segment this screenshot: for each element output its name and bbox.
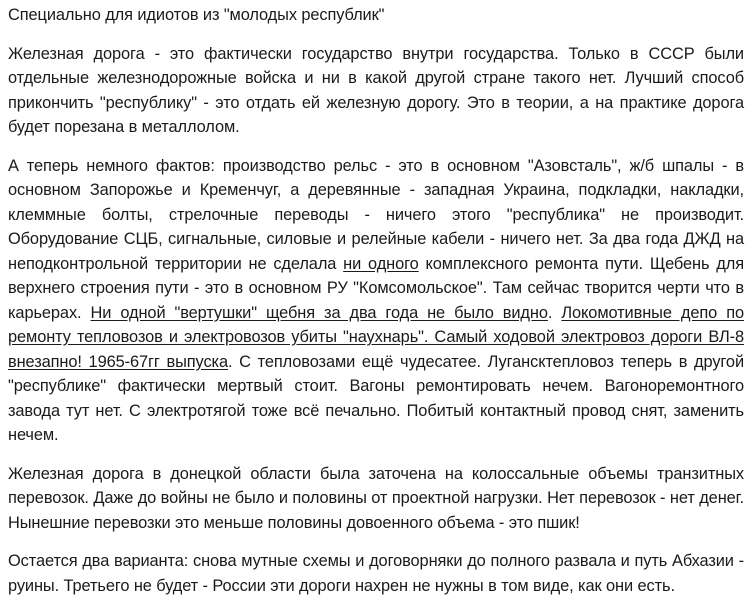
paragraph-2-text-3: .: [547, 303, 562, 322]
underlined-phrase-2: Ни одной "вертушки" щебня за два года не было видно: [90, 303, 548, 322]
paragraph-2: [8, 154, 744, 448]
document-title: Специально для идиотов из "молодых республик": [8, 6, 385, 24]
paragraph-2-text-2: комплексного ремонта пути. Щебень для верхнего строения пути - это в основном РУ "Комсомольское". Там сейчас творится черти что в карьерах.: [8, 254, 744, 322]
paragraph-3: Железная дорога в донецкой области была заточена на колоссальные объемы транзитных перевозок. Даже до войны не было и половины от проектной нагрузки. Нет перевозок - нет денег. Нынешние перевозки это меньше половины довоенного объема - это пшик!: [8, 464, 744, 532]
paragraph-2-text-1: А теперь немного фактов: производство рельс - это в основном "Азовсталь", ж/б шпалы - в основном Запорожье и Кременчуг, а деревянные - западная Украина, подкладки, накладки, клеммные болты, стрелочные переводы - ничего этого "республика" не производит. Оборудование СЦБ, сигнальные, силовые и релейные кабели - ничего нет. За два года ДЖД на неподконтрольной территории не сделала: [8, 156, 744, 273]
paragraph-1: Железная дорога - это фактически государство внутри государства. Только в СССР были отдельные железнодорожные войска и ни в какой другой стране такого нет. Лучший способ прикончить "республику" - это отдать ей железную дорогу. Это в теории, а на практике дорога будет порезана в металлолом.: [8, 44, 744, 136]
paragraph-4: Остается два варианта: снова мутные схемы и договорняки до полного развала и путь Абхазии - руины. Третьего не будет - России эти дороги нахрен не нужны в том виде, как они есть.: [8, 552, 744, 595]
underlined-phrase-3: Локомотивные депо по ремонту тепловозов и электровозов убиты "наухнарь". Самый ходовой электровоз дороги ВЛ-8 внезапно! 1965-67гг выпуска: [8, 303, 744, 371]
underlined-phrase-1: ни одного: [343, 254, 419, 273]
paragraph-2-text-4: . С тепловозами ещё чудесатее. Луганcктепловоз теперь в другой "республике" фактически мертвый стоит. Вагоны ремонтировать нечем. Вагоноремонтного завода тут нет. С электротягой тоже всё печально. Побитый контактный провод снят, заменить нечем.: [8, 352, 744, 444]
